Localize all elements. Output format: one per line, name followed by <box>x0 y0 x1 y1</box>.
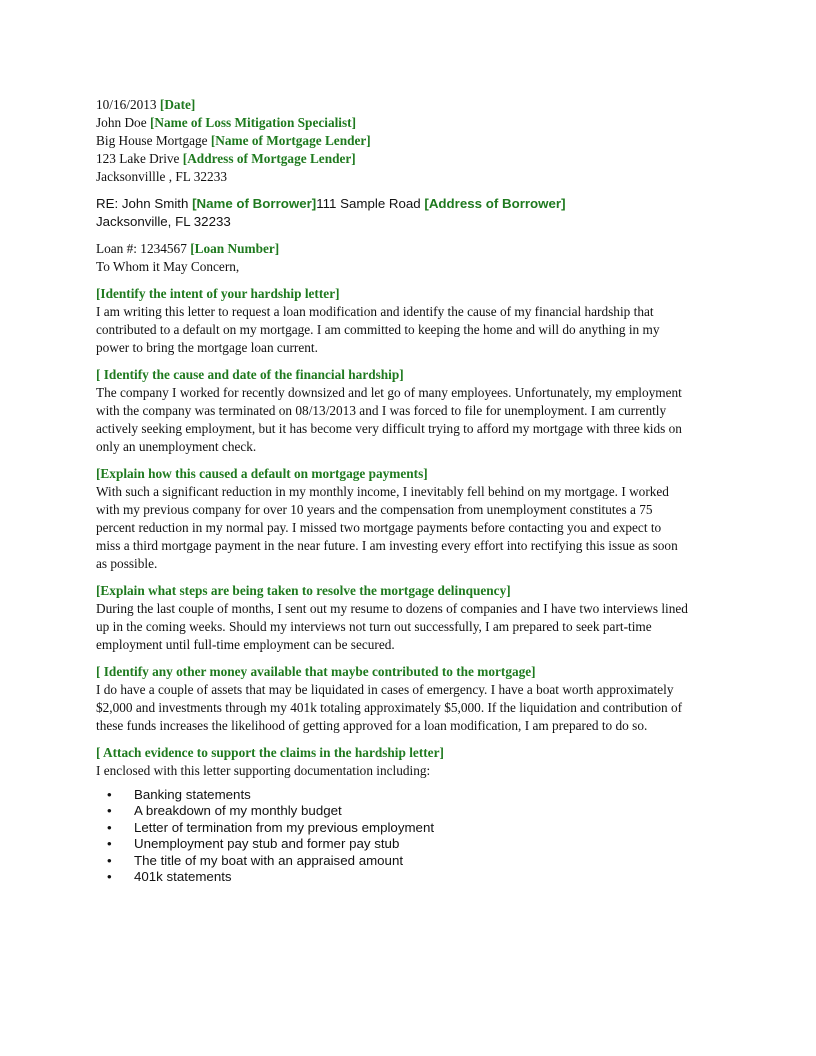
list-item <box>96 787 724 803</box>
list-item <box>96 853 724 869</box>
date: 10/16/2013 <box>96 97 157 112</box>
list-item <box>96 820 724 836</box>
paragraph-line: employment until full-time employment can be secured. <box>96 637 395 652</box>
loan-number: Loan #: 1234567 <box>96 241 187 256</box>
section-heading: [ Attach evidence to support the claims in the hardship letter] <box>96 745 444 760</box>
date-line <box>96 96 724 114</box>
paragraph-line: I am writing this letter to request a loan modification and identify the cause of my financial hardship that <box>96 304 654 319</box>
paragraph-line: as possible. <box>96 556 158 571</box>
paragraph-line: power to bring the mortgage loan current. <box>96 340 318 355</box>
paragraph-line: I enclosed with this letter supporting documentation including: <box>96 763 431 778</box>
paragraph-line: actively seeking employment, but it has become very difficult trying to afford my mortgage with three kids on <box>96 421 682 436</box>
lender-city-line: Jacksonvillle , FL 32233 <box>96 169 227 184</box>
loan-block <box>96 240 724 276</box>
re-block <box>96 195 724 231</box>
list-item-text: Banking statements <box>134 787 251 802</box>
paragraph-line: these funds increases the likelihood of getting approved for a loan modification, I am prepared to do so. <box>96 718 648 733</box>
re-borrower: RE: John Smith <box>96 196 189 211</box>
bullet-icon: • <box>107 787 112 802</box>
loan-placeholder: [Loan Number] <box>190 241 280 256</box>
paragraph-line: percent reduction in my normal pay. I missed two mortgage payments before contacting you and expect to <box>96 520 662 535</box>
bullet-icon: • <box>107 869 112 885</box>
borrower-address-placeholder: [Address of Borrower] <box>424 196 566 211</box>
section-heading: [Identify the intent of your hardship letter] <box>96 286 340 301</box>
paragraph-line: During the last couple of months, I sent out my resume to dozens of companies and I have two interviews lined <box>96 601 688 616</box>
hardship-letter <box>96 96 724 885</box>
paragraph-line: up in the coming weeks. Should my interviews not turn out successfully, I am prepared to seek part-time <box>96 619 652 634</box>
re-line <box>96 195 724 213</box>
specialist-line <box>96 114 724 132</box>
paragraph-line: With such a significant reduction in my monthly income, I inevitably fell behind on my mortgage. I worked <box>96 484 669 499</box>
specialist-name: John Doe <box>96 115 147 130</box>
list-item-text: A breakdown of my monthly budget <box>134 803 342 819</box>
list-item-text: The title of my boat with an appraised amount <box>134 852 404 868</box>
borrower-city-line: Jacksonville, FL 32233 <box>96 214 231 229</box>
loan-line <box>96 240 724 258</box>
attachments-list <box>96 787 724 885</box>
borrower-placeholder: [Name of Borrower] <box>192 196 317 211</box>
paragraph-line: miss a third mortgage payment in the near future. I am investing every effort into rectifying this issue as soon <box>96 538 678 553</box>
bullet-icon: • <box>107 852 112 868</box>
bullet-icon: • <box>107 836 112 852</box>
salutation: To Whom it May Concern, <box>96 259 240 274</box>
list-item-text: Letter of termination from my previous employment <box>134 819 435 835</box>
list-item-text: Unemployment pay stub and former pay stub <box>134 836 400 852</box>
lender-placeholder: [Name of Mortgage Lender] <box>210 133 371 148</box>
date-placeholder: [Date] <box>159 97 196 112</box>
lender-address: 123 Lake Drive <box>96 151 180 166</box>
paragraph-line: only an unemployment check. <box>96 439 257 454</box>
section-heading: [ Identify the cause and date of the financial hardship] <box>96 367 404 382</box>
letter-section <box>96 663 724 735</box>
section-heading: [Explain how this caused a default on mortgage payments] <box>96 466 428 481</box>
lender-address-line <box>96 150 724 168</box>
recipient-block <box>96 96 724 186</box>
paragraph-line: I do have a couple of assets that may be liquidated in cases of emergency. I have a boat worth approximately <box>96 682 674 697</box>
paragraph-line: The company I worked for recently downsized and let go of many employees. Unfortunately, my employment <box>96 385 682 400</box>
letter-section <box>96 465 724 573</box>
list-item <box>96 836 724 852</box>
letter-section <box>96 366 724 456</box>
paragraph-line: contributed to a default on my mortgage. I am committed to keeping the home and will do anything in my <box>96 322 660 337</box>
bullet-icon: • <box>107 819 112 835</box>
borrower-address: 111 Sample Road <box>316 196 421 211</box>
letter-section <box>96 285 724 357</box>
section-heading: [ Identify any other money available that maybe contributed to the mortgage] <box>96 664 536 679</box>
lender-address-placeholder: [Address of Mortgage Lender] <box>182 151 356 166</box>
lender-name: Big House Mortgage <box>96 133 208 148</box>
list-item-text: 401k statements <box>134 869 232 885</box>
specialist-placeholder: [Name of Loss Mitigation Specialist] <box>149 115 357 130</box>
letter-body <box>96 276 724 780</box>
lender-line <box>96 132 724 150</box>
paragraph-line: with the company was terminated on 08/13/2013 and I was forced to file for unemployment. I am currently <box>96 403 667 418</box>
list-item <box>96 803 724 819</box>
list-item <box>96 869 724 885</box>
paragraph-line: $2,000 and investments through my 401k totaling approximately $5,000. If the liquidation and contribution of <box>96 700 683 715</box>
paragraph-line: with my previous company for over 10 years and the compensation from unemployment constitutes a 75 <box>96 502 653 517</box>
bullet-icon: • <box>107 803 112 819</box>
section-heading: [Explain what steps are being taken to resolve the mortgage delinquency] <box>96 583 511 598</box>
letter-section <box>96 582 724 654</box>
letter-section <box>96 744 724 780</box>
